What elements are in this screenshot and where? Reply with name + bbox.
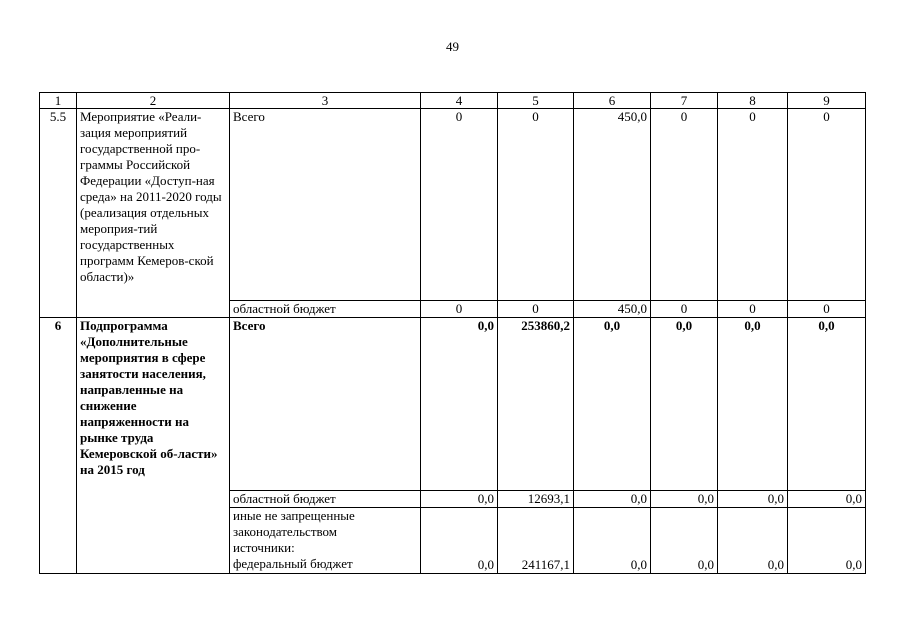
source-label-line: иные не запрещенные	[233, 508, 355, 523]
value-cell: 0,0	[788, 318, 866, 491]
value-cell: 0	[788, 301, 866, 318]
value-cell: 0	[788, 109, 866, 301]
value-cell: 0	[421, 109, 498, 301]
value-cell: 0,0	[651, 318, 718, 491]
value-cell: 0,0	[574, 508, 651, 574]
row-name: Подпрограмма «Дополнительные мероприятия в сфере занятости населения, направленные на снижение напряженности на рынке труда Кемеровской об-ласти» на 2015 год	[77, 318, 230, 574]
page-number: 49	[446, 39, 459, 54]
value-cell: 450,0	[574, 301, 651, 318]
row-id: 6	[40, 318, 77, 574]
header-cell: 1	[40, 93, 77, 109]
source-label: Всего	[230, 318, 421, 491]
source-label	[230, 508, 421, 574]
value-cell: 0	[421, 301, 498, 318]
value-cell: 0	[718, 301, 788, 318]
header-cell: 2	[77, 93, 230, 109]
table-row	[40, 109, 866, 301]
value-cell: 0,0	[421, 508, 498, 574]
source-label-line: законодательством	[233, 524, 338, 539]
row-name: Мероприятие «Реали-зация мероприятий государственной про-граммы Российской Федерации «Доступ-ная среда» на 2011-2020 годы (реализация отдельных мероприя-тий государственных программ Кемеров-ской области)»	[77, 109, 230, 318]
value-cell: 0,0	[788, 508, 866, 574]
value-cell: 0,0	[421, 491, 498, 508]
source-label-line: федеральный бюджет	[233, 556, 353, 571]
value-cell: 0	[651, 109, 718, 301]
header-cell: 3	[230, 93, 421, 109]
value-cell: 0,0	[421, 318, 498, 491]
value-cell: 12693,1	[498, 491, 574, 508]
row-id: 5.5	[40, 109, 77, 318]
budget-table	[39, 92, 866, 574]
header-cell: 5	[498, 93, 574, 109]
value-cell: 0	[498, 301, 574, 318]
value-cell: 0,0	[574, 318, 651, 491]
table-row	[40, 318, 866, 491]
value-cell: 0,0	[718, 318, 788, 491]
header-cell: 4	[421, 93, 498, 109]
value-cell: 253860,2	[498, 318, 574, 491]
source-label: областной бюджет	[230, 491, 421, 508]
value-cell: 0	[498, 109, 574, 301]
source-label: Всего	[230, 109, 421, 301]
source-label-line: источники:	[233, 540, 295, 555]
value-cell: 241167,1	[498, 508, 574, 574]
value-cell: 0,0	[651, 491, 718, 508]
header-cell: 9	[788, 93, 866, 109]
header-cell: 7	[651, 93, 718, 109]
source-label: областной бюджет	[230, 301, 421, 318]
value-cell: 0,0	[718, 491, 788, 508]
value-cell: 0,0	[788, 491, 866, 508]
value-cell: 0,0	[718, 508, 788, 574]
header-cell: 8	[718, 93, 788, 109]
value-cell: 0	[651, 301, 718, 318]
value-cell: 0,0	[574, 491, 651, 508]
value-cell: 450,0	[574, 109, 651, 301]
header-row	[40, 93, 866, 109]
value-cell: 0,0	[651, 508, 718, 574]
value-cell: 0	[718, 109, 788, 301]
header-cell: 6	[574, 93, 651, 109]
